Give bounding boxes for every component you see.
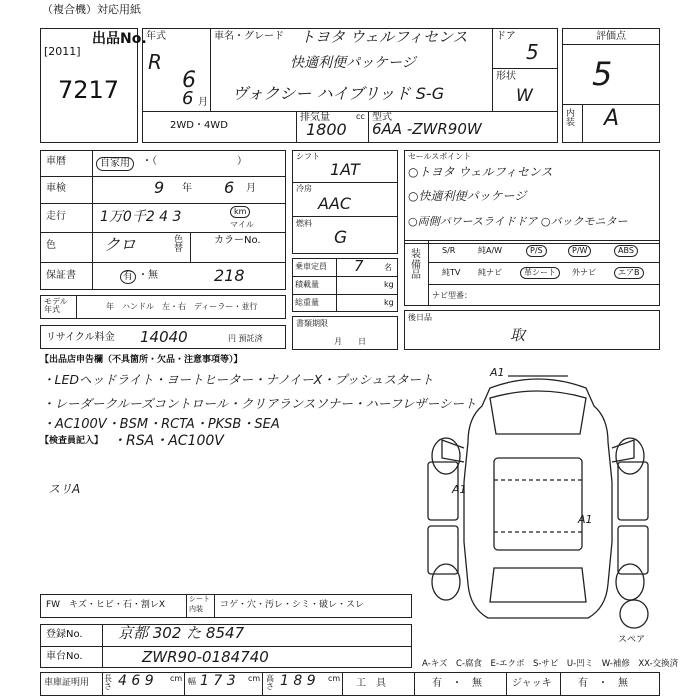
weight-unit: kg [384, 298, 394, 307]
month-value: 6 [182, 88, 194, 109]
model-value: 6AA -ZWR90W [372, 120, 482, 138]
recycle-label: リサイクル料金 [46, 332, 115, 343]
jack-label: ジャッキ [512, 678, 552, 689]
year-value: 6 [182, 68, 196, 93]
month-unit: 月 [198, 97, 208, 108]
color-value: クロ [104, 235, 137, 254]
interior-label: 内装 [566, 109, 576, 128]
displacement-unit: cc [356, 112, 365, 121]
lot-year-badge: [2011] [44, 45, 81, 58]
eq-abs: ABS [614, 245, 638, 257]
later-docs-box [404, 310, 660, 350]
grade-score: 5 [592, 55, 613, 93]
notes-label: 【出品店申告欄（不具箇所・欠品・注意事項等）】 [40, 355, 243, 365]
note-line-1: ・LEDヘッドライト・ヨートヒーター・ナノイーX・プッシュスタート [42, 372, 434, 387]
size-width-label: 幅 [188, 677, 196, 686]
size-width: 1 7 3 [200, 673, 236, 689]
inspector-text: ・RSA・AC100V [112, 433, 224, 449]
eq-alloy: 純A/W [478, 246, 503, 255]
era: R [148, 50, 162, 74]
mileage-value: 1万0千2 4 3 [100, 209, 182, 225]
shift-label: シフト [296, 152, 320, 161]
docs-unit: 月 日 [334, 337, 366, 346]
ac-value: AAC [318, 194, 352, 213]
sales-point-2: ○快適利便パッケージ [408, 189, 527, 203]
mileage-unit: km [230, 206, 250, 218]
note-line-2: ・レーダークルーズコントロール・クリアランスソナー・ハーフレザーシート [42, 396, 477, 411]
diagram-mark-front: A1 [490, 366, 505, 379]
eq-ext-navi: 外ナビ [572, 268, 596, 277]
eq-ps: P/S [526, 245, 547, 257]
color-no-value: 218 [214, 266, 245, 285]
vehicle-name-1: トヨタ ウェルフィセンス [300, 28, 468, 46]
warranty-rest: ・無 [138, 270, 158, 281]
sheet-line: コゲ・穴・汚レ・シミ・破レ・スレ [220, 600, 365, 610]
warranty-label: 保証書 [46, 270, 76, 281]
lot-label: 出品No. [92, 31, 147, 47]
extra-note: スリA [48, 482, 81, 496]
load-label: 積載量 [295, 280, 319, 289]
shape-label: 形状 [496, 71, 516, 82]
eq-tv: 純TV [442, 268, 461, 277]
equipment-label: 装備品 [411, 249, 421, 281]
mileage-label: 走行 [46, 211, 66, 222]
shaken-year: 9 [154, 178, 165, 197]
diagram-mark-right: A1 [578, 513, 593, 526]
jack-value: 有 ・ 無 [578, 678, 628, 689]
grade-label: 評価点 [596, 31, 626, 42]
reki-label: 車暦 [46, 156, 66, 167]
sheet-label: シート [189, 595, 210, 603]
color-no-label: カラーNo. [214, 235, 261, 246]
navi-label: ナビ型番： [432, 291, 472, 300]
drive-value: 2WD・4WD [170, 120, 228, 131]
load-unit: kg [384, 280, 394, 289]
size-width-unit: cm [248, 674, 261, 683]
eq-airbag: エアB [614, 267, 644, 279]
model-label: 型式 [372, 112, 392, 123]
sales-label: セールスポイント [408, 152, 472, 161]
later-docs-value: 取 [510, 326, 526, 344]
spare-label: スペア [618, 635, 646, 645]
later-docs-label: 後日品 [408, 313, 432, 322]
size-height-unit: cm [328, 674, 341, 683]
capacity-value: 7 [354, 257, 364, 275]
shaken-year-unit: 年 [182, 183, 192, 194]
size-length-label: 長さ [104, 674, 112, 691]
eq-pw: P/W [568, 245, 591, 257]
recycle-unit: 円 預託済 [228, 334, 263, 343]
tools-label: 工 具 [356, 678, 386, 689]
displacement-value: 1800 [306, 120, 347, 139]
name-label: 車名・グレード [214, 31, 284, 42]
docs-label: 書類期限 [296, 319, 328, 328]
model-year-text: 年 ハンドル 左・右 ディーラー・並行 [106, 302, 258, 311]
size-label: 車庫証明用 [44, 678, 90, 688]
capacity-label: 乗車定員 [295, 262, 327, 271]
legend: A-キズ C-腐食 E-エクボ S-サビ U-凹ミ W-補修 XX-交換済 [422, 659, 679, 669]
mileage-alt: マイル [230, 220, 254, 229]
eq-leather: 革シート [520, 267, 560, 279]
reki-value: 自家用 [96, 157, 134, 171]
reki-rest: ・（ ） [142, 156, 247, 167]
recycle-value: 14040 [140, 328, 188, 346]
size-height: 1 8 9 [280, 673, 316, 689]
shaken-month: 6 [224, 178, 235, 197]
fw-line: FW キズ・ヒビ・石・割レX [46, 600, 166, 610]
year-label: 年式 [146, 31, 166, 42]
shaken-month-unit: 月 [246, 183, 256, 194]
vehicle-name-3: ヴォクシー ハイブリッド S-G [232, 84, 445, 103]
inspector-label: 【検査員記入】 [40, 436, 104, 446]
reg-label: 登録No. [46, 629, 83, 640]
warranty-value: 有 [120, 270, 136, 284]
shape-value: W [516, 86, 533, 106]
size-height-label: 高さ [266, 674, 274, 691]
tools-value: 有 ・ 無 [432, 678, 482, 689]
color-label: 色 [46, 240, 56, 251]
capacity-unit: 名 [384, 263, 392, 272]
sheet-sub: 内装 [189, 605, 203, 613]
reg-value: 京都 302 た 8547 [118, 624, 245, 642]
fuel-label: 燃料 [296, 219, 312, 228]
note-line-3: ・AC100V・BSM・RCTA・PKSB・SEA [42, 417, 280, 432]
weight-label: 総重量 [295, 298, 319, 307]
shaken-label: 車検 [46, 183, 66, 194]
size-length-unit: cm [170, 674, 183, 683]
car-diagram [412, 362, 664, 630]
fuel-value: G [334, 228, 348, 248]
chassis-label: 車台No. [46, 651, 83, 662]
door-value: 5 [526, 40, 539, 64]
size-length: 4 6 9 [118, 673, 154, 689]
ac-label: 冷房 [296, 184, 312, 193]
interior-grade: A [604, 106, 620, 131]
diagram-mark-left: A1 [452, 483, 467, 496]
chassis-value: ZWR90-0184740 [142, 648, 269, 666]
color-change: 色替 [174, 235, 184, 254]
eq-navi: 純ナビ [478, 268, 502, 277]
vehicle-name-2: 快適利便パッケージ [290, 55, 416, 71]
door-label: ドア [496, 31, 516, 42]
sales-point-3: ○両側パワースライドドア ○バックモニター [408, 215, 628, 228]
eq-sr: S/R [442, 246, 456, 255]
form-note: （複合機）対応用紙 [42, 3, 141, 16]
model-year-label: モデル年式 [44, 297, 68, 314]
displacement-label: 排気量 [300, 112, 330, 123]
shift-value: 1AT [330, 160, 360, 179]
sales-point-1: ○トヨタ ウェルフィセンス [408, 165, 553, 179]
lot-number: 7217 [58, 76, 120, 104]
